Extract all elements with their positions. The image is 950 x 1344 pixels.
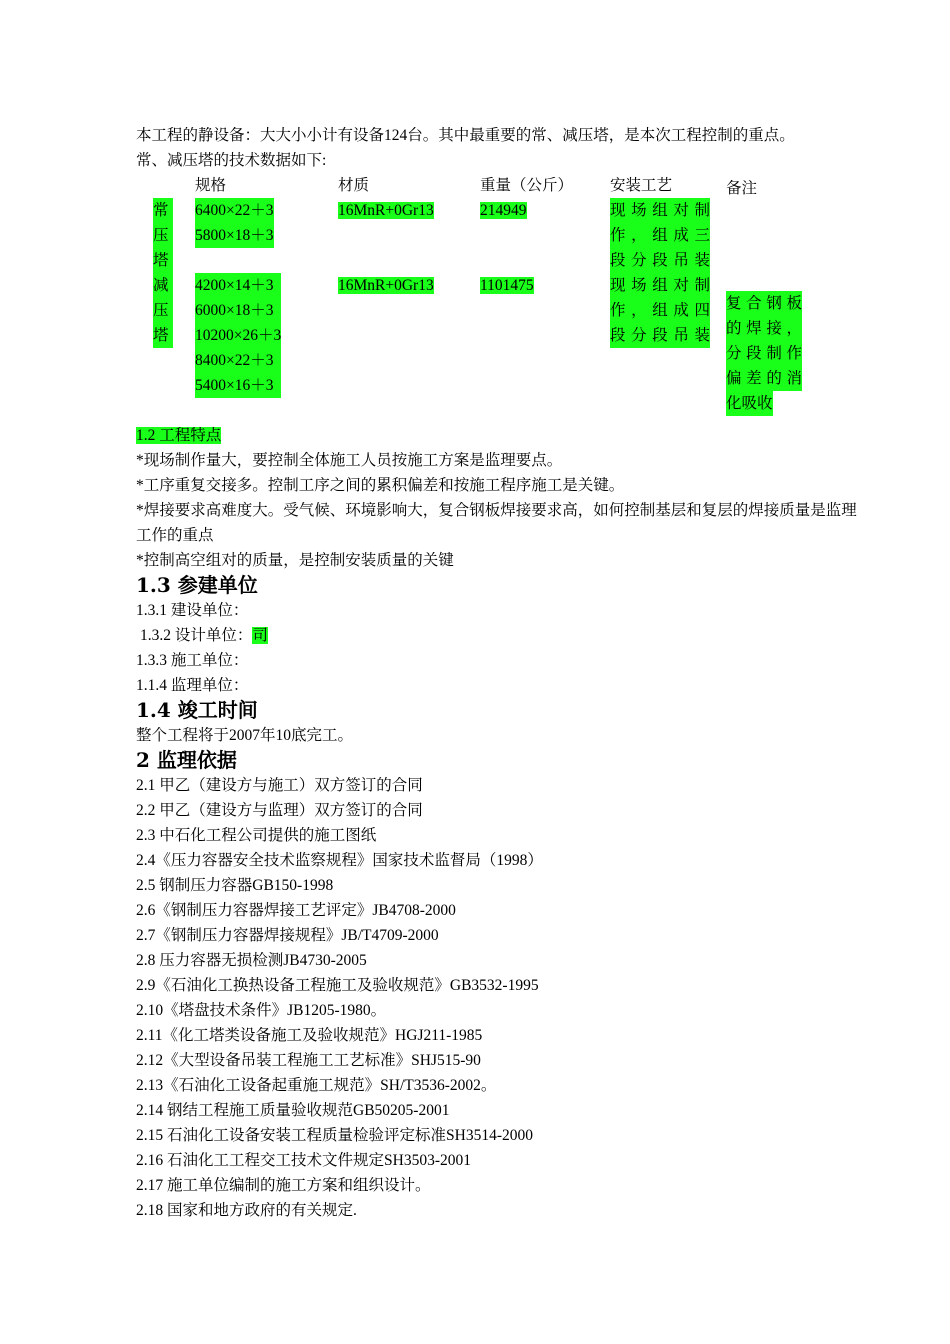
- basis-item: 2.8 压力容器无损检测JB4730-2005: [136, 952, 367, 969]
- header-note: 备注: [726, 180, 758, 197]
- row2-weight: [480, 273, 534, 298]
- row2-spec: 4200×14＋3: [195, 273, 281, 298]
- feature-item: *控制高空组对的质量，是控制安装质量的关键: [136, 552, 454, 569]
- document-page: [136, 123, 866, 1223]
- row2-name: [153, 273, 173, 348]
- basis-item: 2.1 甲乙（建设方与施工）双方签订的合同: [136, 777, 423, 794]
- basis-item: 2.12《大型设备吊装工程施工工艺标准》SHJ515-90: [136, 1052, 481, 1069]
- row1-name-char: 压: [153, 223, 173, 248]
- header-weight: 重量（公斤）: [480, 177, 574, 194]
- row2-material: [338, 273, 434, 298]
- row1-process-line: 段分段吊装: [610, 248, 710, 273]
- basis-item: 2.4《压力容器安全技术监察规程》国家技术监督局（1998）: [136, 852, 543, 869]
- table-note: [726, 291, 802, 416]
- basis-list: [136, 773, 866, 1223]
- basis-item: 2.7《钢制压力容器焊接规程》JB/T4709-2000: [136, 927, 439, 944]
- basis-item: 2.18 国家和地方政府的有关规定.: [136, 1202, 357, 1219]
- row1-process-line: 作，组成三: [610, 223, 710, 248]
- feature-item: *工序重复交接多。控制工序之间的累积偏差和按施工程序施工是关键。: [136, 477, 625, 494]
- row1-spec: 6400×22＋3: [195, 198, 274, 223]
- basis-item: 2.6《钢制压力容器焊接工艺评定》JB4708-2000: [136, 902, 456, 919]
- basis-item: 2.14 钢结工程施工质量验收规范GB50205-2001: [136, 1102, 450, 1119]
- row2-name-char: 压: [153, 298, 173, 323]
- basis-item: 2.15 石油化工设备安装工程质量检验评定标准SH3514-2000: [136, 1127, 533, 1144]
- basis-item: 2.3 中石化工程公司提供的施工图纸: [136, 827, 377, 844]
- unit-build: 1.3.1 建设单位：: [136, 602, 249, 619]
- basis-item: 2.2 甲乙（建设方与监理）双方签订的合同: [136, 802, 423, 819]
- row1-name: [153, 198, 173, 273]
- basis-item: 2.9《石油化工换热设备工程施工及验收规范》GB3532-1995: [136, 977, 539, 994]
- row1-process-line: 现场组对制: [610, 198, 710, 223]
- header-spec: 规格: [195, 177, 227, 194]
- row2-process-line: 段分段吊装: [610, 323, 710, 348]
- row1-process: [610, 198, 710, 273]
- row1-material: [338, 198, 434, 223]
- row2-name-char: 减: [153, 273, 173, 298]
- header-process: 安装工艺: [610, 177, 673, 194]
- note-line: 化吸收: [726, 391, 773, 416]
- unit-design-value: 司: [252, 627, 268, 644]
- note-line: 复合钢板: [726, 291, 802, 316]
- completion-heading: 1.4 竣工时间: [136, 698, 258, 722]
- unit-supervision: 1.1.4 监理单位：: [136, 677, 249, 694]
- row2-specs: [195, 273, 281, 398]
- basis-item: 2.17 施工单位编制的施工方案和组织设计。: [136, 1177, 431, 1194]
- row2-spec: 6000×18＋3: [195, 298, 281, 323]
- feature-item: *现场制作量大，要控制全体施工人员按施工方案是监理要点。: [136, 452, 563, 469]
- row2-spec: 10200×26＋3: [195, 323, 281, 348]
- row1-weight: [480, 198, 527, 223]
- row1-material-text: 16MnR+0Gr13: [338, 202, 434, 219]
- features-title-text: 1.2 工程特点: [136, 427, 222, 444]
- row1-spec: 5800×18＋3: [195, 223, 274, 248]
- row2-material-text: 16MnR+0Gr13: [338, 277, 434, 294]
- row1-specs: [195, 198, 274, 248]
- row2-name-char: 塔: [153, 323, 173, 348]
- basis-item: 2.11《化工塔类设备施工及验收规范》HGJ211-1985: [136, 1027, 483, 1044]
- unit-construction: 1.3.3 施工单位：: [136, 652, 249, 669]
- header-material: 材质: [338, 177, 370, 194]
- row2-process-line: 现场组对制: [610, 273, 710, 298]
- basis-item: 2.16 石油化工工程交工技术文件规定SH3503-2001: [136, 1152, 471, 1169]
- row2-process: [610, 273, 710, 348]
- unit-design: [136, 623, 866, 648]
- row2-weight-text: 1101475: [480, 277, 534, 294]
- row2-spec: 5400×16＋3: [195, 373, 281, 398]
- intro-line-2: 常、减压塔的技术数据如下:: [136, 152, 327, 169]
- row1-name-char: 塔: [153, 248, 173, 273]
- row1-weight-text: 214949: [480, 202, 527, 219]
- basis-item: 2.10《塔盘技术条件》JB1205-1980。: [136, 1002, 387, 1019]
- intro-line-1: 本工程的静设备：大大小小计有设备124台。其中最重要的常、减压塔，是本次工程控制的重点。: [136, 127, 795, 144]
- unit-design-label: 1.3.2 设计单位：: [140, 627, 253, 644]
- note-line: 的焊接，: [726, 316, 802, 341]
- basis-item: 2.5 钢制压力容器GB150-1998: [136, 877, 334, 894]
- tower-data-table: [136, 173, 866, 423]
- feature-item: *焊接要求高难度大。受气候、环境影响大，复合钢板焊接要求高，如何控制基层和复层的焊接质量是监理工作的重点: [136, 502, 857, 544]
- features-title: [136, 423, 866, 448]
- note-line: 偏差的消: [726, 366, 802, 391]
- units-heading: 1.3 参建单位: [136, 573, 258, 597]
- note-line: 分段制作: [726, 341, 802, 366]
- basis-heading: 2 监理依据: [136, 748, 237, 772]
- row2-spec: 8400×22＋3: [195, 348, 281, 373]
- basis-item: 2.13《石油化工设备起重施工规范》SH/T3536-2002。: [136, 1077, 497, 1094]
- completion-text: 整个工程将于2007年10底完工。: [136, 727, 354, 744]
- row1-name-char: 常: [153, 198, 173, 223]
- row2-process-line: 作，组成四: [610, 298, 710, 323]
